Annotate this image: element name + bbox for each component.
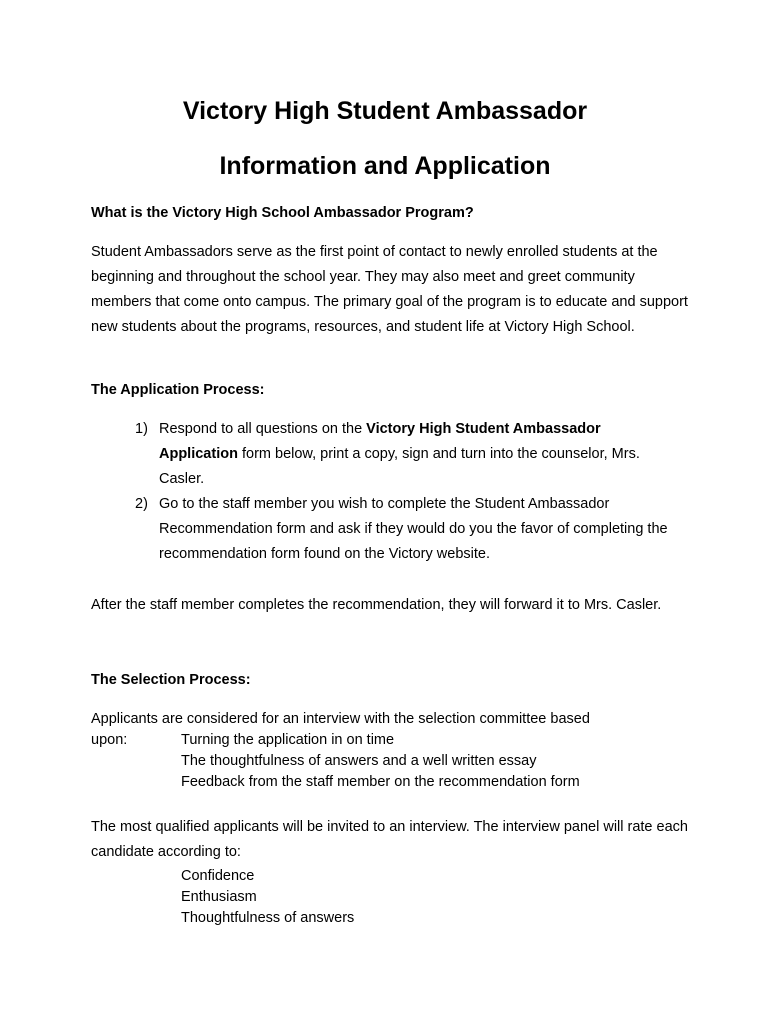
- rating-item: Thoughtfulness of answers: [181, 910, 355, 926]
- application-step-1: [135, 417, 675, 492]
- after-recommendation-text: After the staff member completes the recommendation, they will forward it to Mrs. Casler.: [91, 597, 662, 613]
- step-text: Respond to all questions on the Victory High Student Ambassador Application form below, print a copy, sign and turn into the counselor, Mrs. Casler.: [159, 421, 640, 487]
- title-line-1: Victory High Student Ambassador: [182, 97, 588, 125]
- selection-process-heading: The Selection Process:: [91, 672, 251, 688]
- upon-label: upon:: [91, 732, 128, 748]
- form-name: Victory High Student Ambassador Application: [159, 421, 601, 462]
- title-line-2: Information and Application: [219, 152, 551, 180]
- rating-item: Confidence: [181, 868, 255, 884]
- application-step-2: [135, 492, 675, 567]
- application-process-heading: The Application Process:: [91, 382, 265, 398]
- criteria-item: Feedback from the staff member on the recommendation form: [181, 774, 580, 790]
- interview-text: The most qualified applicants will be invited to an interview. The interview panel will rate each candidate according to:: [91, 819, 688, 860]
- step-number: 1): [135, 421, 148, 437]
- program-description: Student Ambassadors serve as the first point of contact to newly enrolled students at the beginning and throughout the school year. They may also meet and greet community members that come onto campus. The primary goal of the program is to educate and support new students about the programs, resources, and student life at Victory High School.: [91, 244, 688, 335]
- criteria-item: The thoughtfulness of answers and a well written essay: [181, 753, 537, 769]
- step-text: Go to the staff member you wish to complete the Student Ambassador Recommendation form and ask if they would do you the favor of completing the recommendation form found on the Victory website.: [159, 496, 668, 562]
- step-number: 2): [135, 496, 148, 512]
- selection-intro: Applicants are considered for an interview with the selection committee based: [91, 711, 590, 727]
- criteria-item: Turning the application in on time: [181, 732, 395, 748]
- program-heading: What is the Victory High School Ambassador Program?: [91, 205, 474, 221]
- rating-item: Enthusiasm: [181, 889, 257, 905]
